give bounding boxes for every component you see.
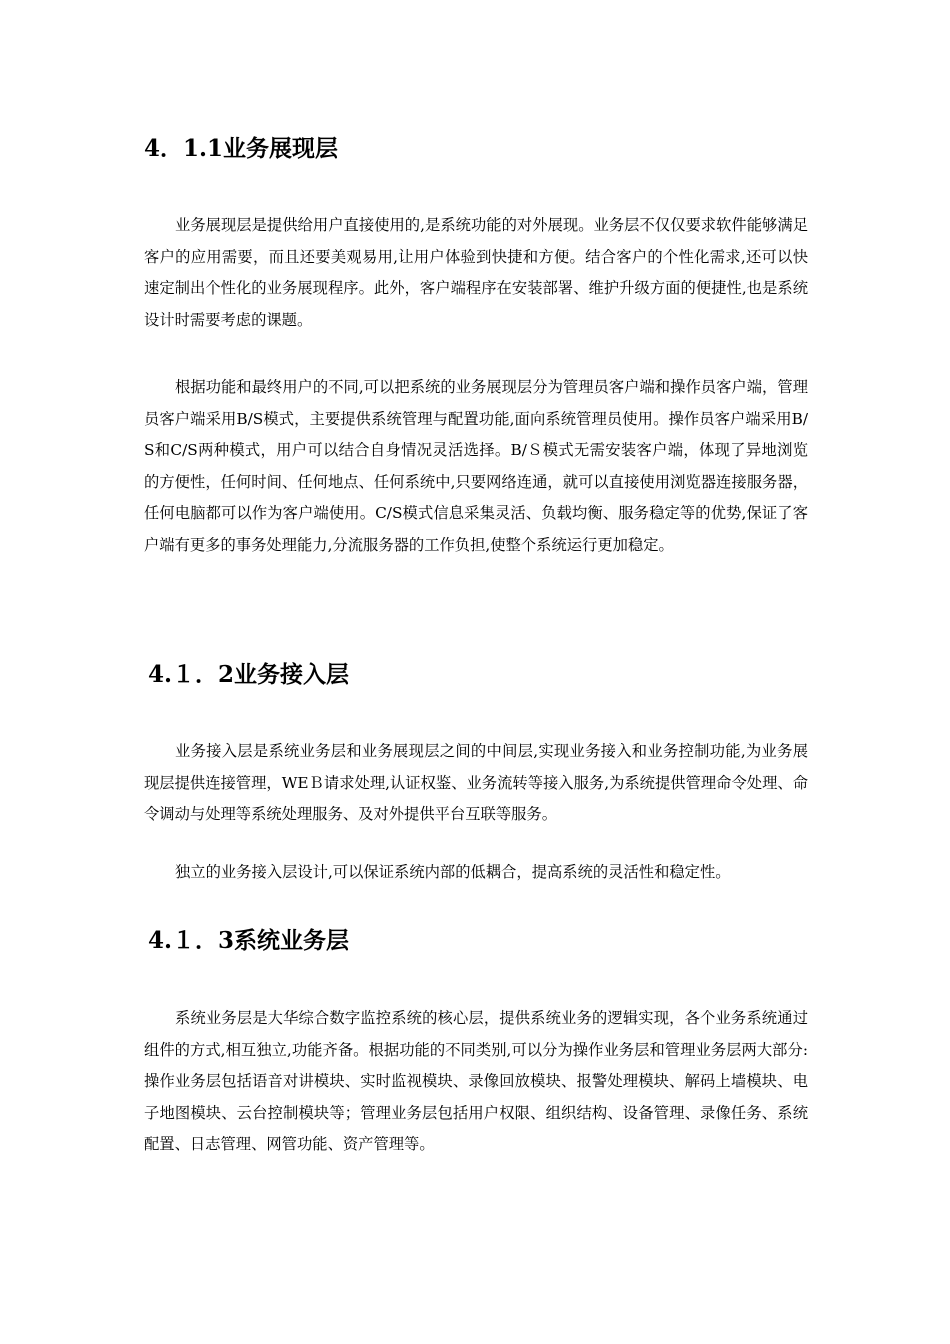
section-heading-4-1-1: 4．1.1业务展现层 [144, 135, 339, 162]
section-heading-4-1-2: 4.１．2业务接入层 [148, 661, 350, 688]
paragraph-access-intro: 业务接入层是系统业务层和业务展现层之间的中间层,实现业务接入和业务控制功能,为业务展现层提供连接管理，WEＢ请求处理,认证权鉴、业务流转等接入服务,为系统提供管理命令处理、命令调动与处理等系统处理服务、及对外提供平台互联等服务。 [144, 742, 808, 824]
paragraph-access-design: 独立的业务接入层设计,可以保证系统内部的低耦合，提高系统的灵活性和稳定性。 [175, 863, 731, 881]
paragraph-presentation-intro: 业务展现层是提供给用户直接使用的,是系统功能的对外展现。业务层不仅仅要求软件能够满足客户的应用需要，而且还要美观易用,让用户体验到快捷和方便。结合客户的个性化需求,还可以快速定制出个性化的业务展现程序。此外，客户端程序在安装部署、维护升级方面的便捷性,也是系统设计时需要考虑的课题。 [144, 216, 808, 329]
section-heading-4-1-3: 4.１．3系统业务层 [148, 927, 350, 954]
paragraph-business-layer: 系统业务层是大华综合数字监控系统的核心层，提供系统业务的逻辑实现，各个业务系统通过组件的方式,相互独立,功能齐备。根据功能的不同类别,可以分为操作业务层和管理业务层两大部分:操作业务层包括语音对讲模块、实时监视模块、录像回放模块、报警处理模块、解码上墙模块、电子地图模块、云台控制模块等；管理业务层包括用户权限、组织结构、设备管理、录像任务、系统配置、日志管理、网管功能、资产管理等。 [144, 1009, 808, 1154]
paragraph-presentation-clients: 根据功能和最终用户的不同,可以把系统的业务展现层分为管理员客户端和操作员客户端，管理员客户端采用B/S模式，主要提供系统管理与配置功能,面向系统管理员使用。操作员客户端采用B/S和C/S两种模式，用户可以结合自身情况灵活选择。B/Ｓ模式无需安装客户端，体现了异地浏览的方便性，任何时间、任何地点、任何系统中,只要网络连通，就可以直接使用浏览器连接服务器，任何电脑都可以作为客户端使用。C/S模式信息采集灵活、负载均衡、服务稳定等的优势,保证了客户端有更多的事务处理能力,分流服务器的工作负担,使整个系统运行更加稳定。 [144, 378, 808, 554]
